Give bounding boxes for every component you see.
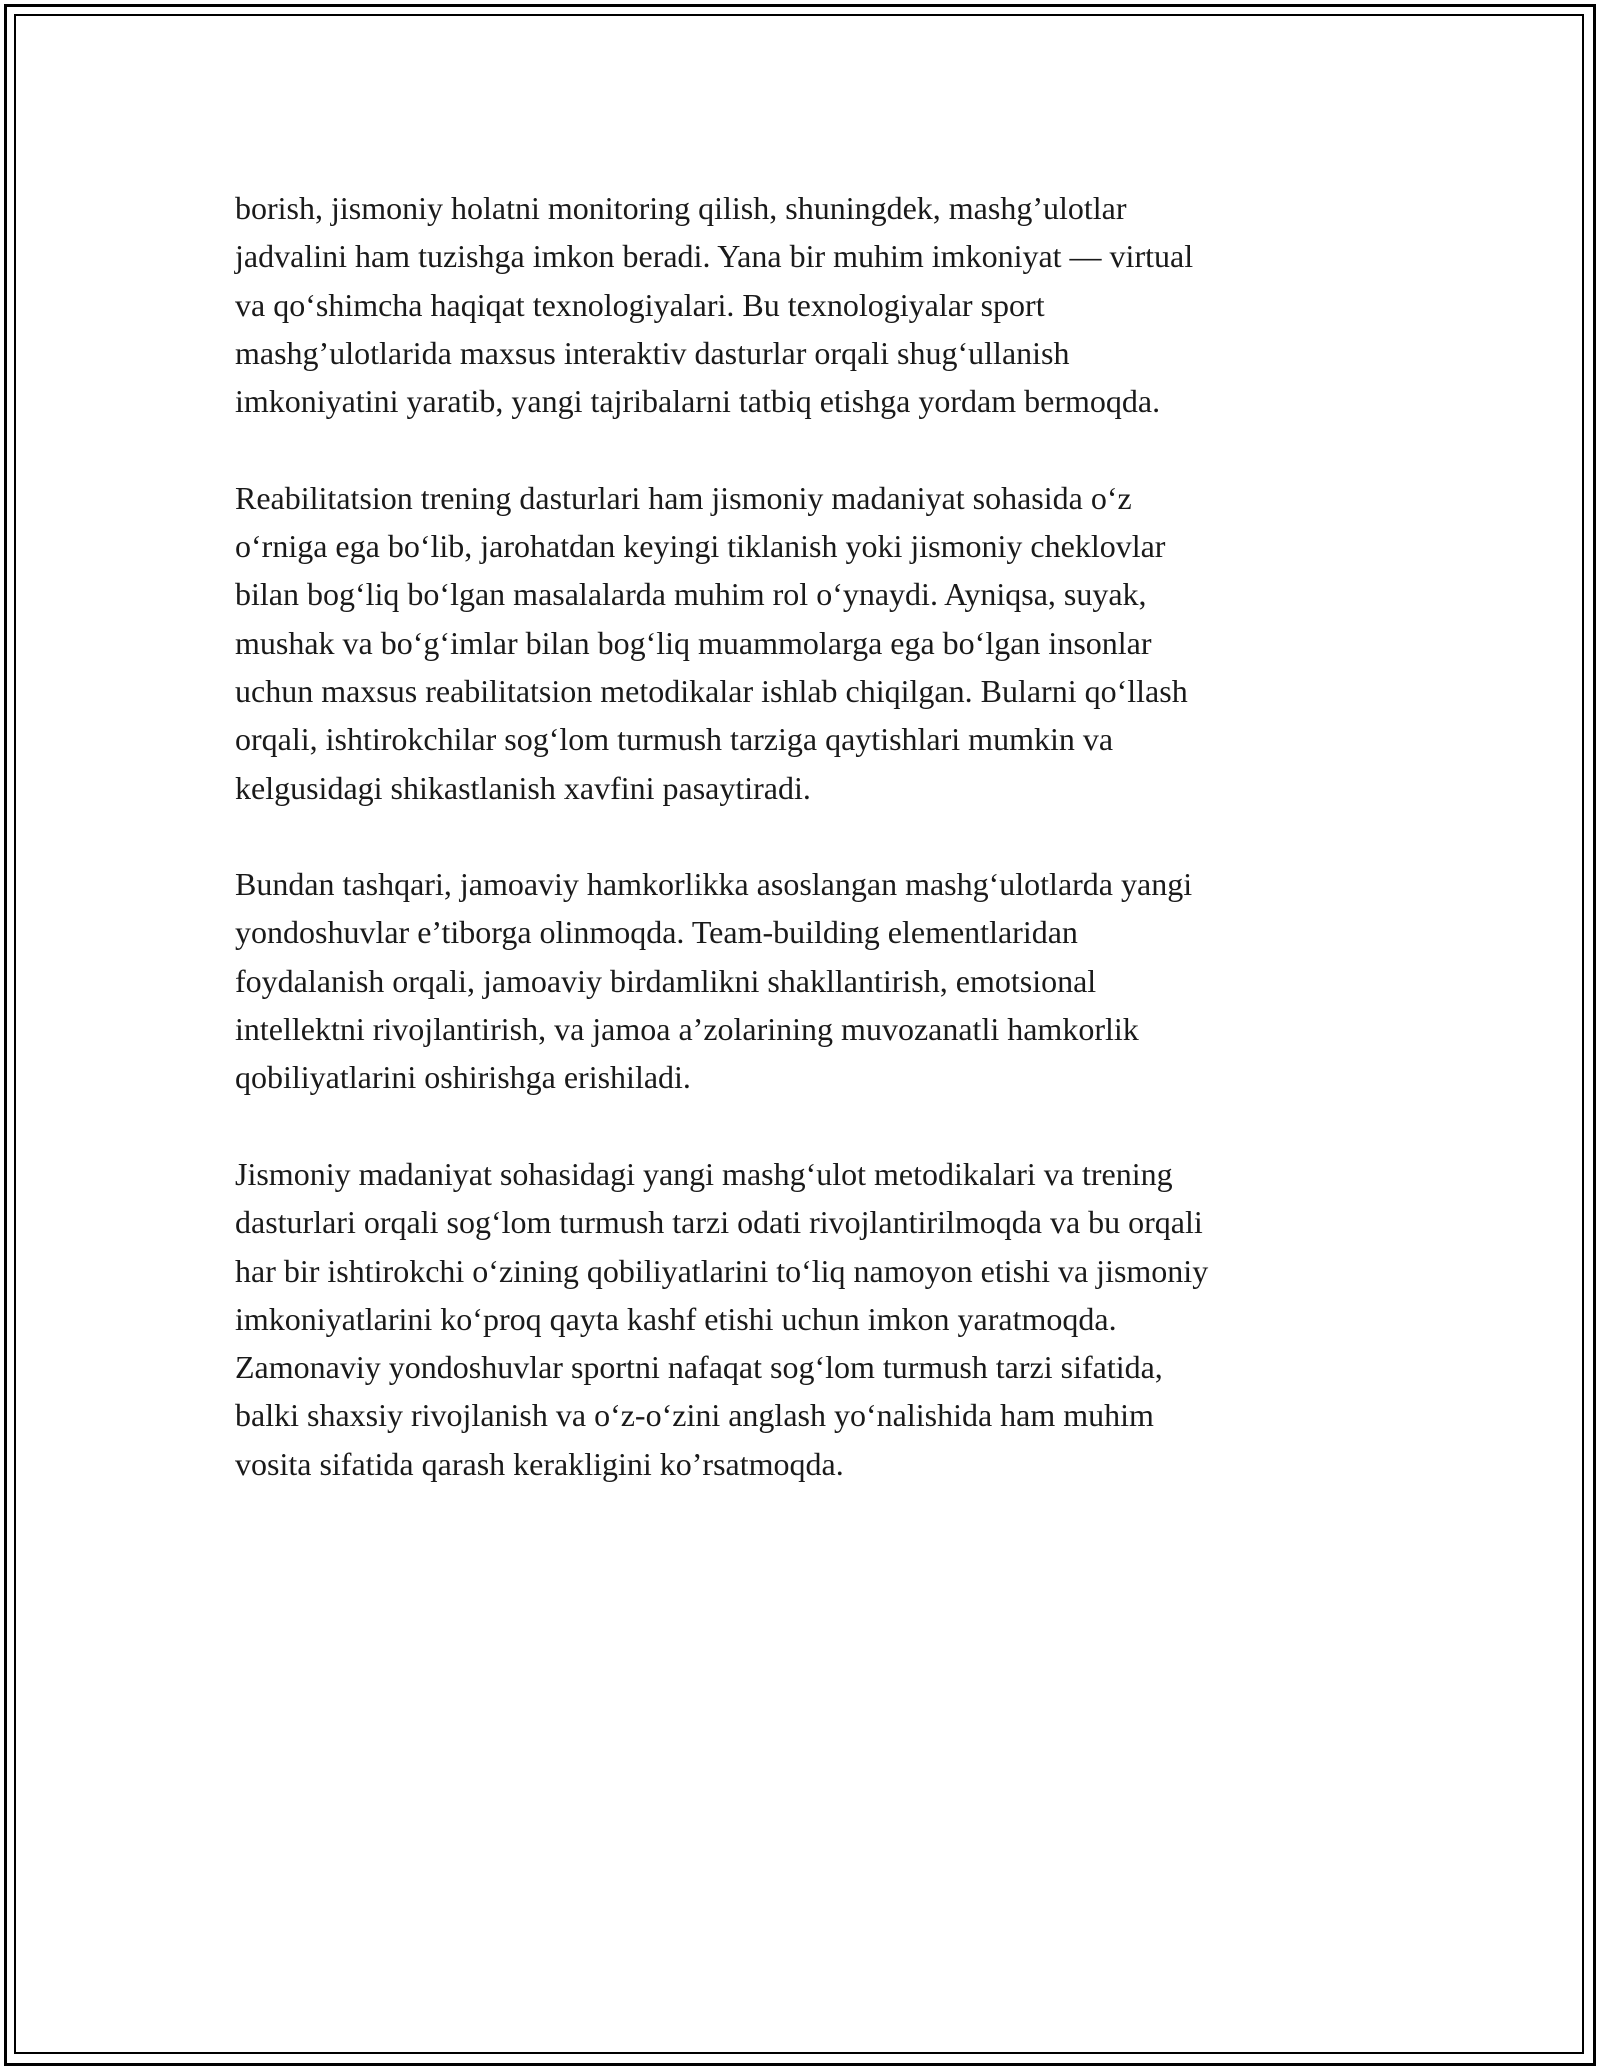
text-line: imkoniyatini yaratib, yangi tajribalarni tatbiq etishga yordam bermoqda. xyxy=(235,383,1161,420)
text-line: kelgusidagi shikastlanish xavfini pasaytiradi. xyxy=(235,769,811,806)
paragraph-4 xyxy=(235,1150,1375,1488)
text-line: foydalanish orqali, jamoaviy birdamlikni shakllantirish, emotsional xyxy=(235,962,1097,999)
text-line: bilan bog‘liq bo‘lgan masalalarda muhim rol o‘ynaydi. Ayniqsa, suyak, xyxy=(235,576,1147,613)
text-line: uchun maxsus reabilitatsion metodikalar ishlab chiqilgan. Bularni qo‘llash xyxy=(235,672,1188,709)
document-body xyxy=(235,184,1375,1536)
paragraph-2 xyxy=(235,474,1375,812)
text-line: Reabilitatsion trening dasturlari ham jismoniy madaniyat sohasida o‘z xyxy=(235,479,1132,516)
paragraph-3 xyxy=(235,860,1375,1101)
text-line: mushak va bo‘g‘imlar bilan bog‘liq muammolarga ega bo‘lgan insonlar xyxy=(235,624,1152,661)
text-line: vosita sifatida qarash kerakligini ko’rsatmoqda. xyxy=(235,1445,844,1482)
text-line: Bundan tashqari, jamoaviy hamkorlikka asoslangan mashg‘ulotlarda yangi xyxy=(235,866,1193,903)
text-line: borish, jismoniy holatni monitoring qilish, shuningdek, mashg’ulotlar xyxy=(235,190,1127,226)
text-line: imkoniyatlarini ko‘proq qayta kashf etishi uchun imkon yaratmoqda. xyxy=(235,1300,1117,1337)
text-line: va qo‘shimcha haqiqat texnologiyalari. Bu texnologiyalar sport xyxy=(235,286,1045,323)
text-line: har bir ishtirokchi o‘zining qobiliyatlarini to‘liq namoyon etishi va jismoniy xyxy=(235,1252,1209,1289)
text-line: Zamonaviy yondoshuvlar sportni nafaqat sog‘lom turmush tarzi sifatida, xyxy=(235,1349,1163,1386)
text-line: jadvalini ham tuzishga imkon beradi. Yana bir muhim imkoniyat — virtual xyxy=(235,238,1194,275)
text-line: o‘rniga ega bo‘lib, jarohatdan keyingi tiklanish yoki jismoniy cheklovlar xyxy=(235,528,1166,565)
text-line: Jismoniy madaniyat sohasidagi yangi mashg‘ulot metodikalari va trening xyxy=(235,1155,1173,1192)
paragraph-1 xyxy=(235,184,1375,425)
text-line: qobiliyatlarini oshirishga erishiladi. xyxy=(235,1059,691,1096)
text-line: orqali, ishtirokchilar sog‘lom turmush tarziga qaytishlari mumkin va xyxy=(235,721,1114,758)
text-line: balki shaxsiy rivojlanish va o‘z-o‘zini anglash yo‘nalishida ham muhim xyxy=(235,1397,1154,1434)
text-line: mashg’ulotlarida maxsus interaktiv dasturlar orqali shug‘ullanish xyxy=(235,334,1070,371)
text-line: yondoshuvlar e’tiborga olinmoqda. Team-building elementlaridan xyxy=(235,914,1078,951)
text-line: dasturlari orqali sog‘lom turmush tarzi odati rivojlantirilmoqda va bu orqali xyxy=(235,1204,1203,1241)
text-line: intellektni rivojlantirish, va jamoa a’zolarining muvozanatli hamkorlik xyxy=(235,1011,1139,1048)
